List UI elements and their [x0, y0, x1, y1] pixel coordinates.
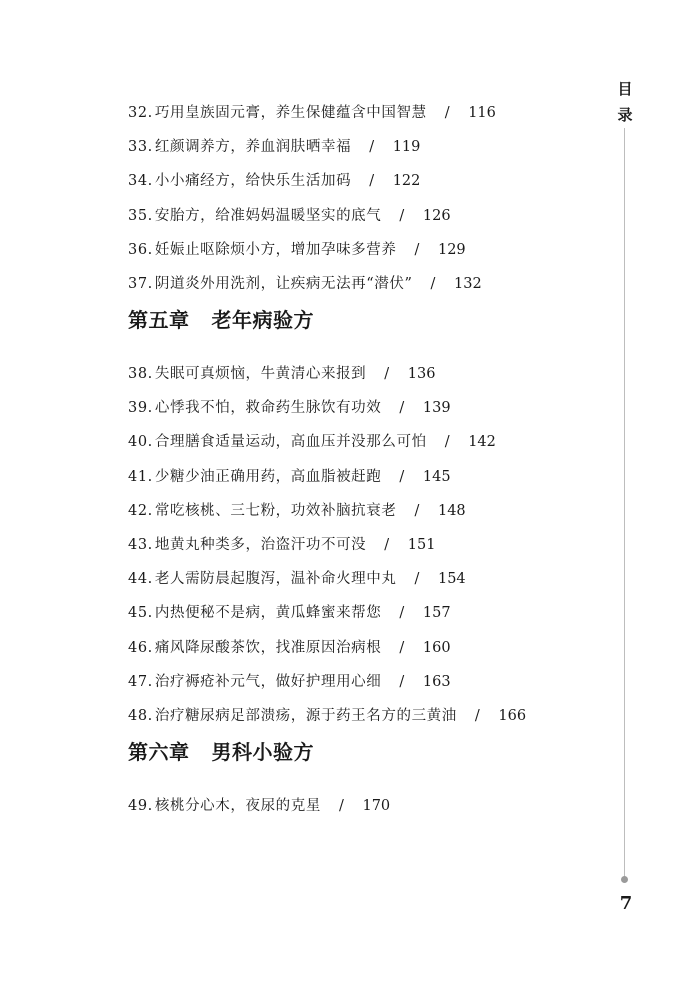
entry-page-number: 163: [422, 673, 451, 690]
entry-number: 42.: [128, 502, 153, 519]
entry-title: 红颜调养方，养血润肤晒幸福: [154, 139, 352, 156]
toc-entry[interactable]: [128, 395, 451, 421]
entry-page-number: 122: [392, 173, 421, 190]
entry-separator: /: [369, 173, 375, 190]
entry-separator: /: [430, 276, 436, 292]
entry-separator: /: [369, 139, 375, 156]
entry-title: 合理膳食适量运动，高血压并没那么可怕: [154, 434, 427, 451]
entry-number: 32.: [128, 105, 153, 121]
entry-number: 45.: [128, 605, 153, 622]
chapter-heading: [128, 737, 314, 767]
entry-title: 妊娠止呕除烦小方，增加孕味多营养: [154, 241, 397, 258]
entry-title: 少糖少油正确用药，高血脂被赶跑: [154, 468, 382, 485]
entry-number: 44.: [128, 571, 153, 588]
entry-page-number: 154: [437, 571, 466, 588]
entry-separator: /: [399, 639, 405, 656]
entry-number: 34.: [128, 173, 153, 190]
entry-number: 43.: [128, 537, 153, 553]
entry-number: 33.: [128, 139, 153, 156]
toc-entry[interactable]: [128, 134, 420, 160]
toc-entry[interactable]: [128, 703, 526, 729]
entry-title: 地黄丸种类多，治盗汗功不可没: [154, 537, 367, 553]
entry-number: 46.: [128, 639, 153, 656]
entry-number: 35.: [128, 207, 153, 224]
entry-separator: /: [444, 434, 451, 451]
entry-number: 47.: [128, 673, 153, 690]
entry-page-number: 136: [407, 366, 436, 382]
entry-page-number: 139: [422, 400, 451, 417]
sidebar-rule: [624, 128, 625, 878]
entry-number: 39.: [128, 400, 153, 417]
entry-number: 40.: [128, 434, 153, 451]
entry-separator: /: [399, 400, 405, 417]
entry-separator: /: [384, 366, 390, 382]
toc-entry[interactable]: [128, 600, 451, 626]
entry-number: 48.: [128, 708, 153, 724]
entry-page-number: 157: [422, 605, 451, 622]
entry-separator: /: [444, 105, 451, 121]
toc-entry[interactable]: [128, 168, 420, 194]
toc-entry[interactable]: [128, 566, 466, 592]
entry-separator: /: [384, 537, 390, 553]
entry-page-number: 116: [468, 105, 496, 121]
chapter-label: 第六章: [128, 740, 190, 764]
entry-title: 常吃核桃、三七粉，功效补脑抗衰老: [154, 502, 397, 519]
toc-entry[interactable]: [128, 498, 466, 524]
sidebar-rule-dot: [621, 876, 628, 883]
chapter-name: 男科小验方: [211, 740, 314, 764]
entry-separator: /: [414, 241, 420, 258]
entry-separator: /: [399, 468, 405, 485]
entry-title: 老人需防晨起腹泻，温补命火理中丸: [154, 571, 397, 588]
entry-page-number: 170: [362, 798, 391, 814]
entry-title: 小小痛经方，给快乐生活加码: [154, 173, 352, 190]
entry-number: 49.: [128, 798, 153, 814]
entry-page-number: 145: [422, 468, 451, 485]
entry-title: 核桃分心木，夜尿的克星: [154, 798, 321, 814]
chapter-label: 第五章: [128, 308, 190, 332]
toc-entry[interactable]: [128, 793, 390, 819]
sidebar-label-char: 录: [617, 106, 633, 124]
entry-title: 安胎方，给准妈妈温暖坚实的底气: [154, 207, 382, 224]
entry-number: 41.: [128, 468, 153, 485]
entry-title: 巧用皇族固元膏，养生保健蕴含中国智慧: [154, 105, 427, 121]
chapter-name: 老年病验方: [211, 308, 314, 332]
toc-entry[interactable]: [128, 203, 451, 229]
entry-separator: /: [414, 502, 420, 519]
entry-page-number: 132: [454, 276, 482, 292]
entry-title: 失眠可真烦恼，牛黄清心来报到: [154, 366, 367, 382]
page-number: 7: [619, 893, 633, 914]
sidebar-label-char: 目: [617, 80, 633, 98]
toc-entry[interactable]: [128, 271, 482, 297]
toc-entry[interactable]: [128, 237, 466, 263]
entry-separator: /: [474, 708, 481, 724]
chapter-heading: [128, 305, 314, 335]
entry-separator: /: [399, 207, 405, 224]
entry-page-number: 142: [468, 434, 496, 451]
entry-title: 内热便秘不是病，黄瓜蜂蜜来帮您: [154, 605, 382, 622]
entry-separator: /: [399, 673, 405, 690]
entry-page-number: 160: [422, 639, 451, 656]
entry-separator: /: [338, 798, 345, 814]
entry-page-number: 129: [437, 241, 466, 258]
entry-separator: /: [414, 571, 420, 588]
entry-page-number: 119: [392, 139, 421, 156]
entry-number: 36.: [128, 241, 153, 258]
entry-title: 治疗糖尿病足部溃疡，源于药王名方的三黄油: [154, 708, 457, 724]
entry-page-number: 166: [498, 708, 527, 724]
entry-page-number: 126: [422, 207, 451, 224]
entry-title: 痛风降尿酸茶饮，找准原因治病根: [154, 639, 382, 656]
entry-page-number: 148: [437, 502, 466, 519]
toc-entry[interactable]: [128, 361, 435, 387]
entry-number: 38.: [128, 366, 153, 382]
entry-title: 阴道炎外用洗剂，让疾病无法再“潜伏”: [154, 276, 413, 292]
toc-entry[interactable]: [128, 100, 496, 126]
toc-entry[interactable]: [128, 635, 451, 661]
entry-number: 37.: [128, 276, 153, 292]
toc-entry[interactable]: [128, 532, 435, 558]
toc-entry[interactable]: [128, 464, 451, 490]
entry-title: 治疗褥疮补元气，做好护理用心细: [154, 673, 382, 690]
entry-title: 心悸我不怕，救命药生脉饮有功效: [154, 400, 382, 417]
toc-entry[interactable]: [128, 429, 496, 455]
entry-page-number: 151: [407, 537, 436, 553]
entry-separator: /: [399, 605, 405, 622]
toc-entry[interactable]: [128, 669, 451, 695]
